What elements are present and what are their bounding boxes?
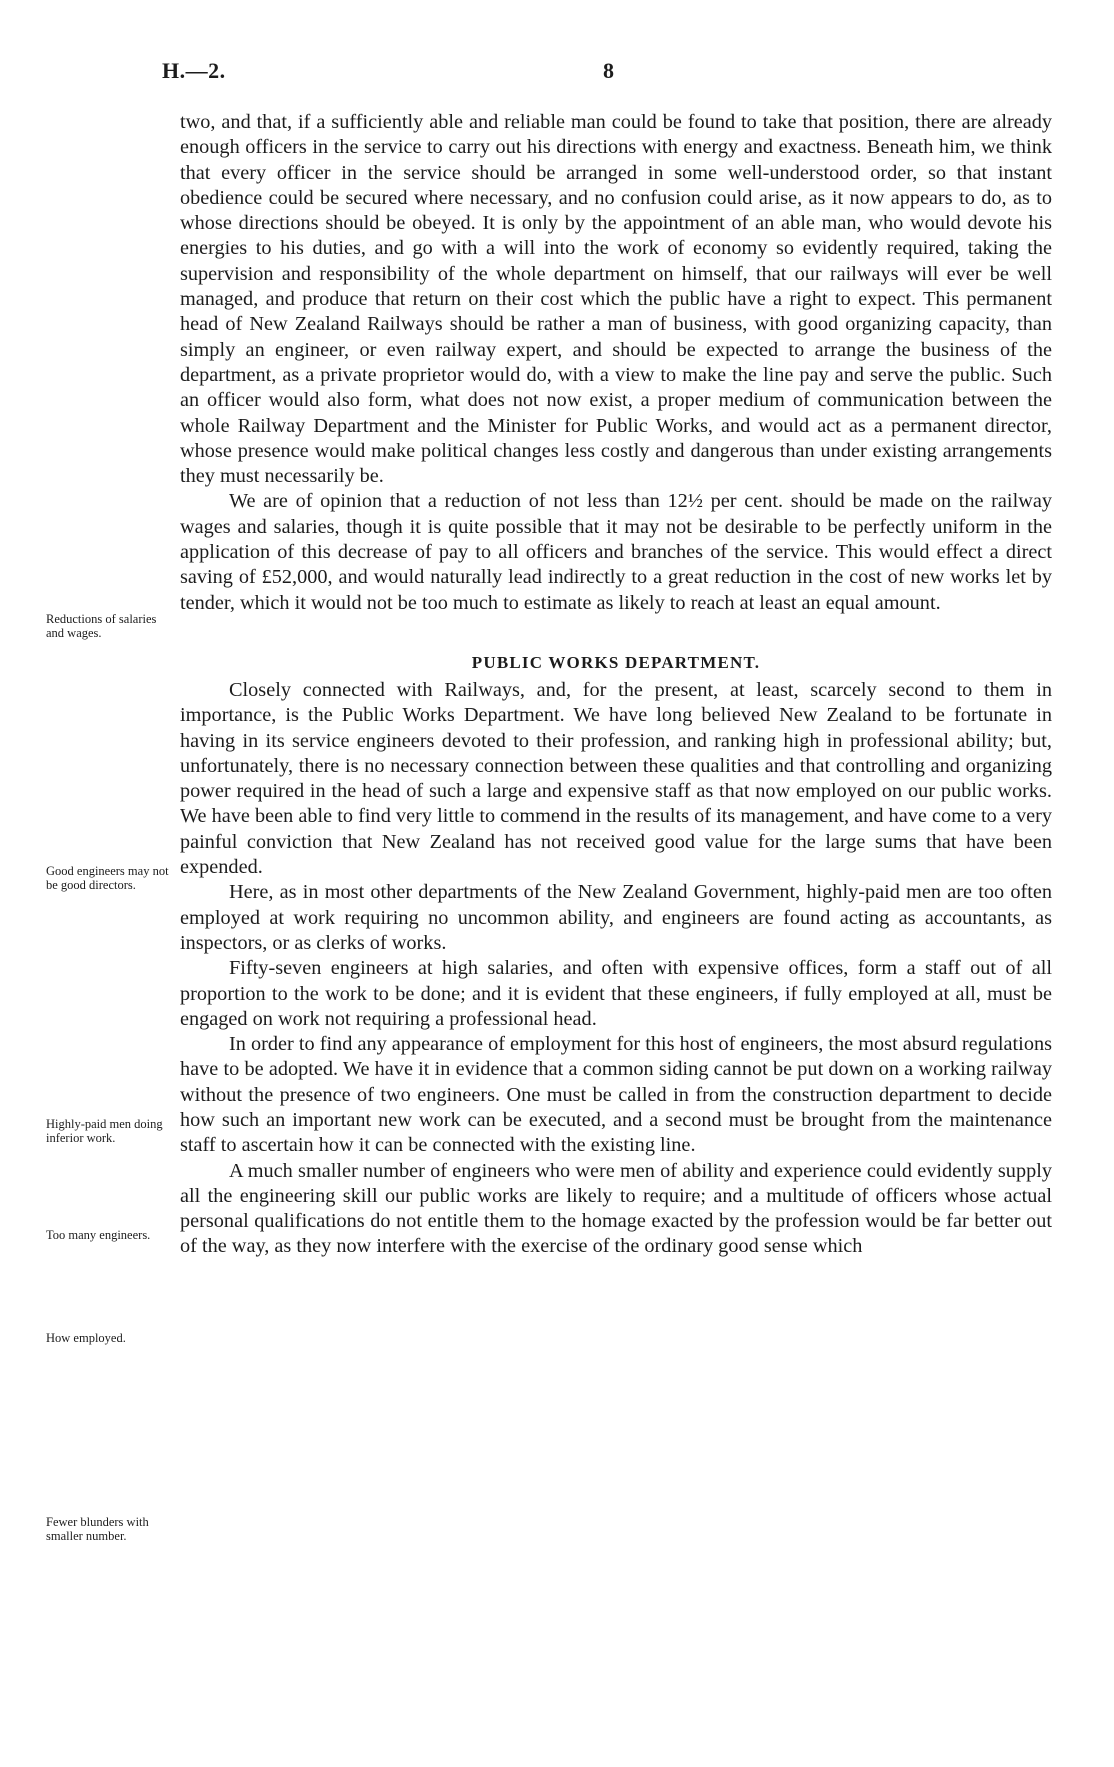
paragraph-public-works: Closely connected with Railways, and, for the present, at least, scarcely second to them in importance, is the Public Works Department. We have long believed New Zealand to be fortunate in having in its service engineers devoted to their profession, and ranking high in professional ability; but, unfortunately, there is no necessary connection between these qualities and that controlling and organizing power required in the head of such a large and expensive staff as that now employed on our public works. We have been able to find very little to commend in the results of its management, and have come to a very painful conviction that New Zealand has not received good value for the large sums that have been expended.	[180, 678, 1052, 879]
document-code: H.—2.	[162, 58, 226, 83]
paragraph-reductions: We are of opinion that a reduction of not less than 12½ per cent. should be made on the railway wages and salaries, though it is quite possible that it may not be desirable to be perfectly uniform in the application of this decrease of pay to all officers and branches of the service. This would effect a direct saving of £52,000, and would naturally lead indirectly to a great reduction in the cost of new works let by tender, which it would not be too much to estimate as likely to reach at least an equal amount.	[180, 490, 1052, 614]
section-heading: PUBLIC WORKS DEPARTMENT.	[471, 652, 761, 672]
page-header	[162, 58, 1052, 86]
sidenote-too-many: Too many engineers.	[46, 1228, 151, 1242]
sidenote-reductions: Reductions of salaries and wages.	[46, 612, 157, 640]
sidenote-highly-paid: Highly-paid men doing inferior work.	[46, 1117, 163, 1145]
paragraph-fewer-blunders: A much smaller number of engineers who were men of ability and experience could evidently supply all the engineering skill our public works are likely to require; and a multitude of officers whose actual personal qualifications do not entitle them to the homage exacted by the profession would be far better out of the way, as they now interfere with the exercise of the ordinary good sense which	[180, 1159, 1052, 1258]
body-text	[180, 110, 1052, 1260]
sidenote-fewer-blunders: Fewer blunders with smaller number.	[46, 1515, 149, 1543]
paragraph-how-employed: In order to find any appearance of employment for this host of engineers, the most absurd regulations have to be adopted. We have it in evidence that a common siding cannot be put down on a working railway without the presence of two engineers. One must be called in from the construction department to decide how such an important new work can be executed, and a second must be brought from the maintenance staff to ascertain how it can be connected with the existing line.	[180, 1033, 1052, 1157]
page-number: 8	[603, 58, 614, 83]
paragraph-railway-head: two, and that, if a sufficiently able and reliable man could be found to take that position, there are already enough officers in the service to carry out his directions with energy and exactness. Beneath him, we think that every officer in the service should be arranged in some well-understood order, so that instant obedience could be secured where necessary, and no confusion could arise, as it now appears to do, as to whose directions should be obeyed. It is only by the appointment of an able man, who would devote his energies to his duties, and go with a will into the work of economy so evidently required, taking the supervision and responsibility of the whole department on himself, that our railways will ever be well managed, and produce that return on their cost which the public have a right to expect. This permanent head of New Zealand Railways should be rather a man of business, with good organizing capacity, than simply an engineer, or even railway expert, and should be expected to arrange the business of the department, as a private proprietor would do, with a view to make the line pay and serve the public. Such an officer would also form, what does not now exist, a proper medium of communication between the whole Railway Department and the Minister for Public Works, and would act as a permanent director, whose presence would make political changes less costly and dangerous than under existing arrangements they must necessarily be.	[180, 111, 1052, 488]
sidenote-how-employed: How employed.	[46, 1331, 126, 1345]
sidenote-good-engineers: Good engineers may not be good directors.	[46, 864, 169, 892]
paragraph-highly-paid: Here, as in most other departments of the New Zealand Government, highly-paid men are too often employed at work requiring no uncommon ability, and engineers are found acting as accountants, as inspectors, or as clerks of works.	[180, 881, 1052, 954]
paragraph-too-many-engineers: Fifty-seven engineers at high salaries, and often with expensive offices, form a staff out of all proportion to the work to be done; and it is evident that these engineers, if fully employed at all, must be engaged on work not requiring a professional head.	[180, 957, 1052, 1030]
